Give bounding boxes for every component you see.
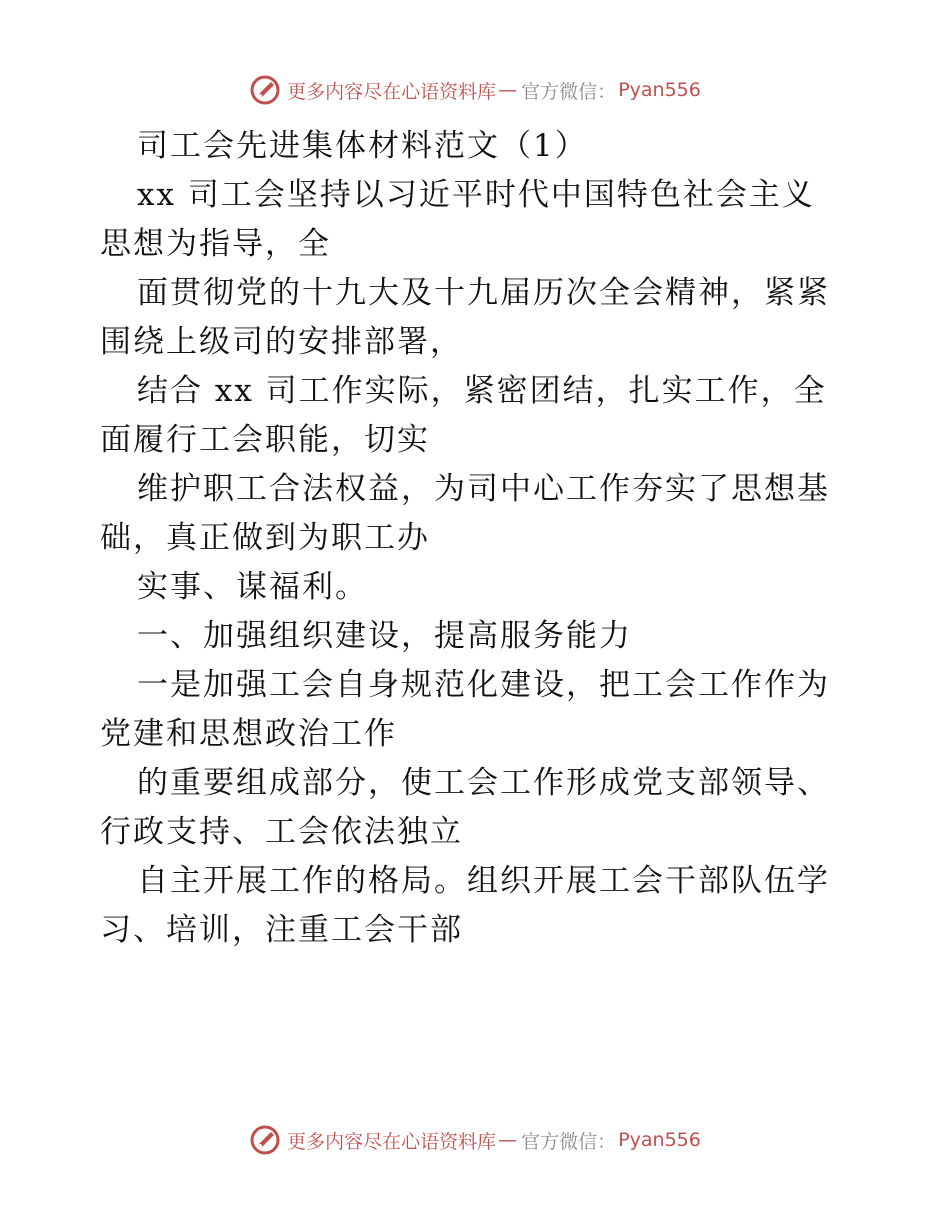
brand-logo-icon <box>249 1124 281 1156</box>
doc-line: 党建和思想政治工作 <box>100 716 397 752</box>
brand-logo-icon <box>249 74 281 106</box>
doc-title: 司工会先进集体材料范文（1） <box>137 128 588 164</box>
watermark-id: Pyan556 <box>618 79 701 101</box>
doc-line: 实事、谋福利。 <box>137 569 368 605</box>
doc-line: 自主开展工作的格局。组织开展工会干部队伍学 <box>137 863 830 899</box>
watermark-separator: — <box>498 1129 518 1151</box>
header-watermark <box>0 70 950 110</box>
doc-line: 结合 xx 司工作实际，紧密团结，扎实工作，全 <box>137 373 827 409</box>
watermark-label: 官方微信： <box>521 1130 617 1153</box>
watermark-id: Pyan556 <box>618 1129 701 1151</box>
document-body <box>100 122 860 955</box>
doc-line: 础，真正做到为职工办 <box>100 520 430 556</box>
footer-watermark <box>0 1120 950 1160</box>
doc-line: 一是加强工会自身规范化建设，把工会工作作为 <box>137 667 830 703</box>
doc-line: 围绕上级司的安排部署， <box>100 324 463 360</box>
doc-line: 面履行工会职能，切实 <box>100 422 430 458</box>
doc-line: 行政支持、工会依法独立 <box>100 814 463 850</box>
doc-line: 习、培训，注重工会干部 <box>100 912 463 948</box>
doc-line: 维护职工合法权益，为司中心工作夯实了思想基 <box>137 471 830 507</box>
section-heading: 一、加强组织建设，提高服务能力 <box>137 618 632 654</box>
doc-line: 面贯彻党的十九大及十九届历次全会精神，紧紧 <box>137 275 830 311</box>
watermark-separator: — <box>498 79 518 101</box>
doc-line: 的重要组成部分，使工会工作形成党支部领导、 <box>137 765 830 801</box>
watermark-label: 官方微信： <box>521 80 617 103</box>
doc-line: xx 司工会坚持以习近平时代中国特色社会主义 <box>137 177 815 213</box>
doc-line: 思想为指导，全 <box>100 226 331 262</box>
watermark-text: 更多内容尽在心语资料库 <box>287 1130 497 1153</box>
watermark-text: 更多内容尽在心语资料库 <box>287 80 497 103</box>
